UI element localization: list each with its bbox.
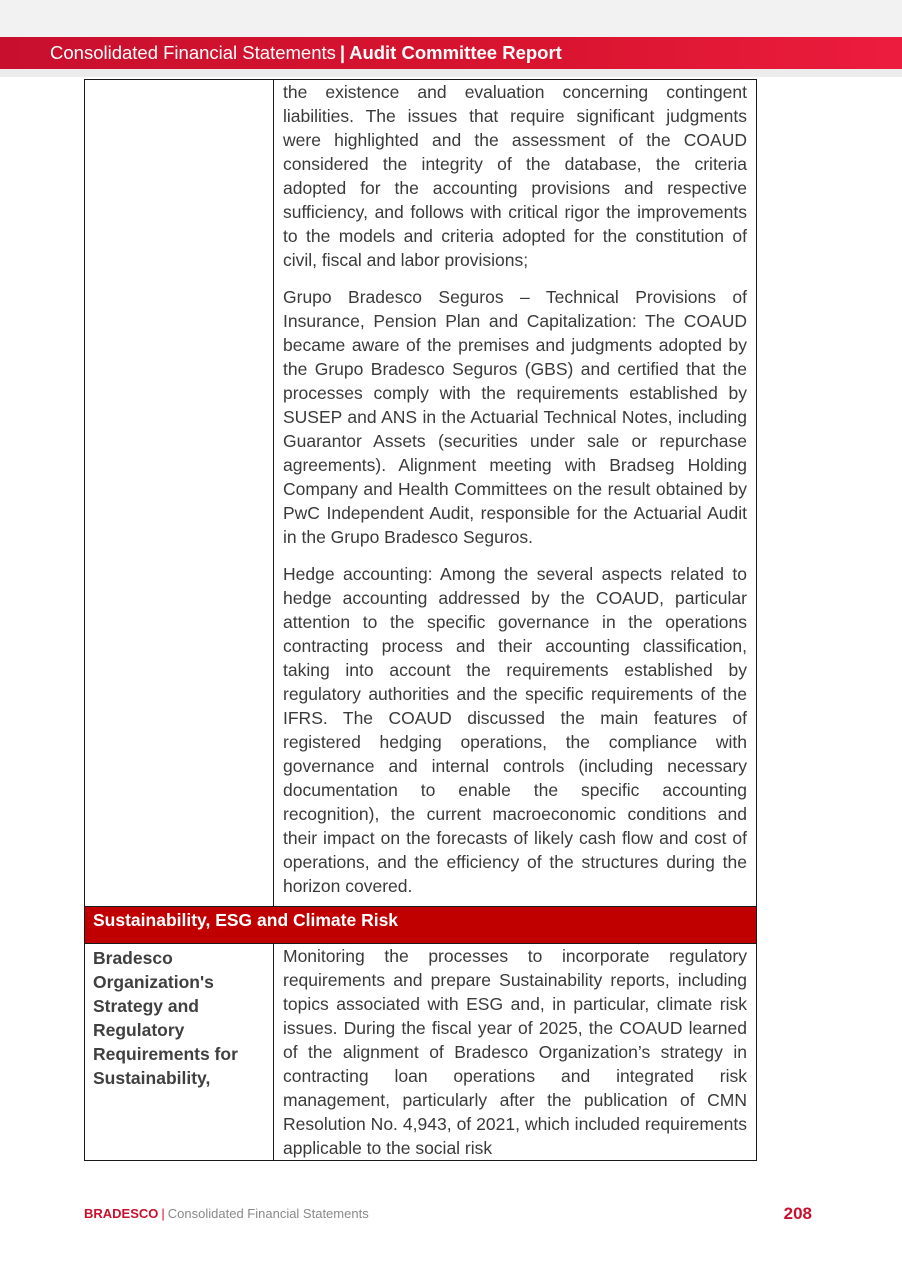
footer-text: Consolidated Financial Statements bbox=[167, 1206, 369, 1221]
paragraph-contingent-liabilities: the existence and evaluation concerning contingent liabilities. The issues that require significant judgments were highlighted and the assessment of the COAUD considered the integrity of the database, the criteria adopted for the accounting provisions and respective sufficiency, and follows with critical rigor the improvements to the models and criteria adopted for the constitution of civil, fiscal and labor provisions; bbox=[283, 82, 747, 270]
table-row bbox=[85, 944, 757, 1161]
header-separator: | bbox=[339, 42, 346, 63]
footer-brand: BRADESCO bbox=[84, 1206, 159, 1221]
report-table bbox=[84, 79, 757, 1161]
paragraph-hedge-accounting: Hedge accounting: Among the several aspects related to hedge accounting addressed by the COAUD, particular attention to the specific governance in the operations contracting process and their accounting classification, taking into account the requirements established by regulatory authorities and the specific requirements of the IFRS. The COAUD discussed the main features of registered hedging operations, the compliance with governance and internal controls (including necessary documentation to enable the specific accounting recognition), the current macroeconomic conditions and their impact on the forecasts of likely cash flow and cost of operations, and the efficiency of the structures during the horizon covered. bbox=[283, 564, 747, 896]
table-row bbox=[85, 80, 757, 907]
text-clip bbox=[283, 944, 747, 1160]
header-shadow bbox=[0, 69, 902, 77]
header-report: Audit Committee Report bbox=[349, 42, 562, 63]
paragraph-sustainability: Monitoring the processes to incorporate regulatory requirements and prepare Sustainability reports, including topics associated with ESG and, in particular, climate risk issues. During the fiscal year of 2025, the COAUD learned of the alignment of Bradesco Organization’s strategy in contracting loan operations and integrated risk management, particularly after the publication of CMN Resolution No. 4,943, of 2021, which included requirements applicable to the social risk bbox=[283, 946, 747, 1158]
paragraph-technical-provisions: Grupo Bradesco Seguros – Technical Provisions of Insurance, Pension Plan and Capitalization: The COAUD became aware of the premises and judgments adopted by the Grupo Bradesco Seguros (GBS) and certified that the processes comply with the requirements established by SUSEP and ANS in the Actuarial Technical Notes, including Guarantor Assets (securities under sale or repurchase agreements). Alignment meeting with Bradseg Holding Company and Health Committees on the result obtained by PwC Independent Audit, responsible for the Actuarial Audit in the Grupo Bradesco Seguros. bbox=[283, 287, 747, 547]
row-label-sustainability: Bradesco Organization's Strategy and Regulatory Requirements for Sustainability, bbox=[93, 948, 238, 1088]
header-title bbox=[50, 42, 562, 64]
row-text-cell bbox=[274, 80, 757, 907]
header-section: Consolidated Financial Statements bbox=[50, 42, 336, 63]
section-header-row bbox=[85, 907, 757, 944]
top-strip bbox=[0, 0, 902, 37]
row-label-cell bbox=[85, 944, 274, 1161]
header-band bbox=[0, 37, 902, 69]
row-label-cell bbox=[85, 80, 274, 907]
footer-separator: | bbox=[161, 1206, 165, 1221]
section-title: Sustainability, ESG and Climate Risk bbox=[85, 907, 757, 944]
row-text-cell bbox=[274, 944, 757, 1161]
page-number: 208 bbox=[783, 1204, 812, 1223]
footer bbox=[84, 1206, 369, 1221]
